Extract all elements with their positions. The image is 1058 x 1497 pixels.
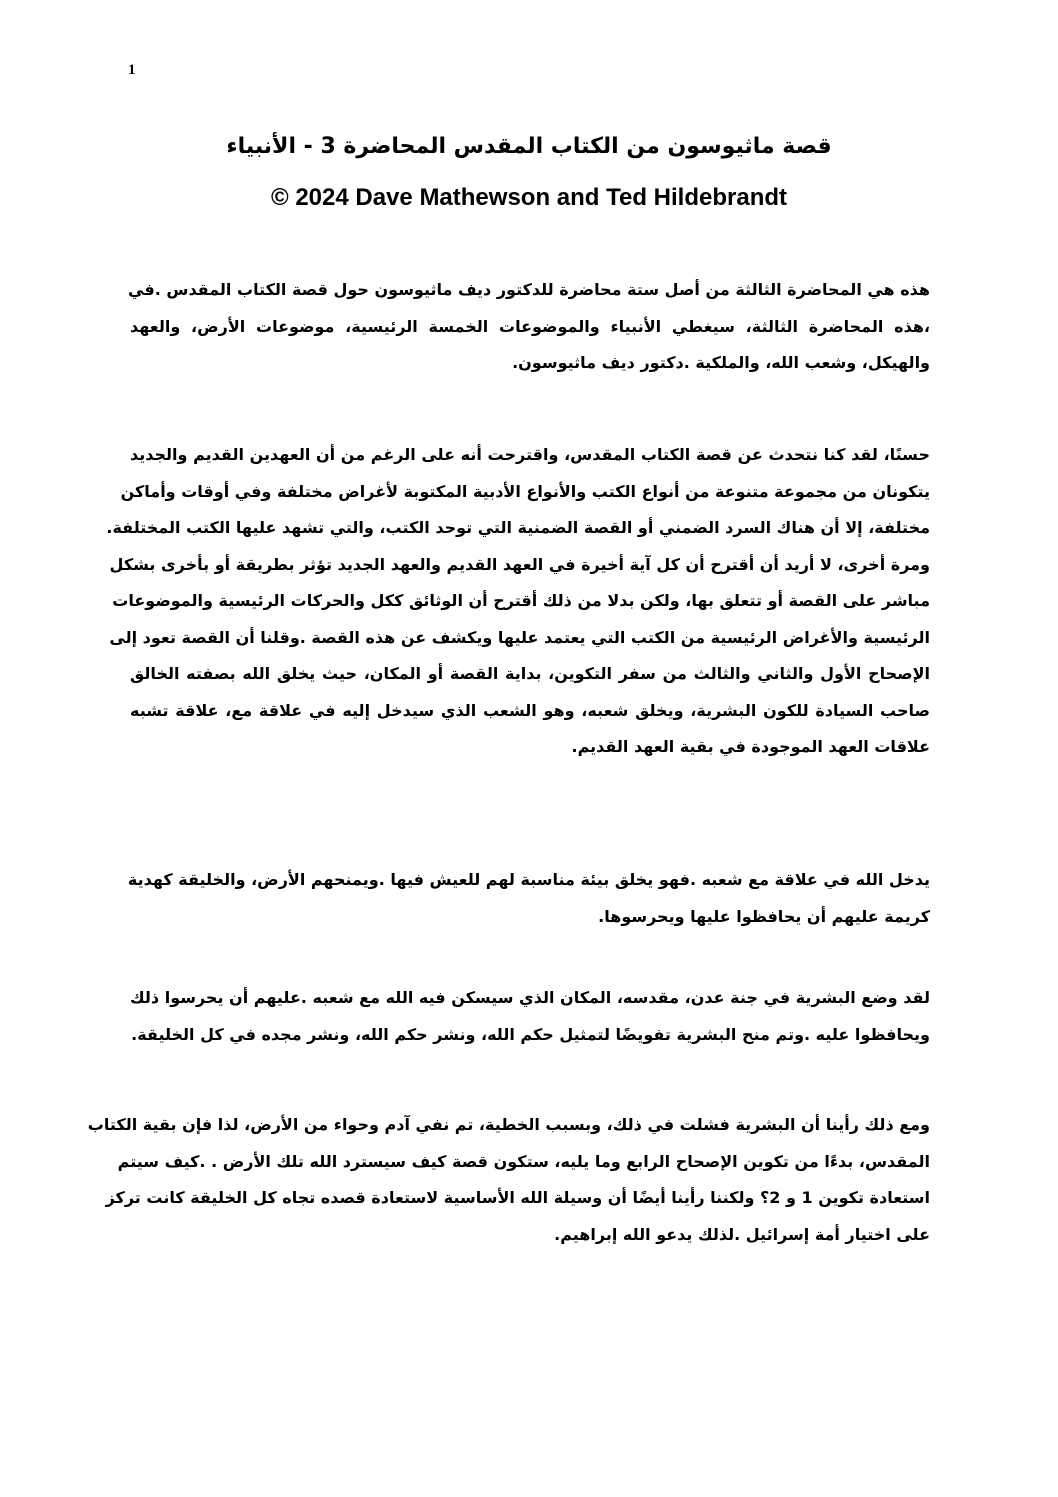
copyright-line: © 2024 Dave Mathewson and Ted Hildebrandt bbox=[270, 184, 788, 211]
text-line: كريمة عليهم أن يحافظوا عليها ويحرسوها. bbox=[598, 906, 930, 926]
paragraph-1 bbox=[130, 272, 930, 382]
text-line: مختلفة، إلا أن هناك السرد الضمني أو القصة الضمنية التي توحد الكتب، والتي تشهد عليها الكتب المختلفة. bbox=[106, 518, 930, 537]
text-line: ومع ذلك رأينا أن البشرية فشلت في ذلك، وبسبب الخطية، تم نفي آدم وحواء من الأرض، لذا فإن بقية الكتاب bbox=[87, 1115, 930, 1134]
text-line: يدخل الله في علاقة مع شعبه .فهو يخلق بيئة مناسبة لهم للعيش فيها .ويمنحهم الأرض، والخليقة كهدية bbox=[127, 870, 930, 889]
text-line: والهيكل، وشعب الله، والملكية .دكتور ديف ماثيوسون. bbox=[512, 353, 930, 372]
document-title: قصة ماثيوسون من الكتاب المقدس المحاضرة 3 - الأنبياء bbox=[226, 134, 832, 159]
text-line: علاقات العهد الموجودة في بقية العهد القديم. bbox=[571, 737, 930, 756]
text-line: ومرة أخرى، لا أريد أن أقترح أن كل آية أخيرة في العهد القديم والعهد الجديد تؤثر بطريقة أو بأخرى بشكل bbox=[109, 554, 930, 574]
text-line: حسنًا، لقد كنا نتحدث عن قصة الكتاب المقدس، واقترحت أنه على الرغم من أن العهدين القديم والجديد bbox=[130, 445, 930, 464]
paragraph-3 bbox=[127, 862, 930, 935]
text-line: يتكونان من مجموعة متنوعة من أنواع الكتب والأنواع الأدبية المكتوبة لأغراض مختلفة وفي أوقات وأماكن bbox=[120, 481, 930, 501]
paragraph-5 bbox=[87, 1107, 930, 1253]
text-line: هذه هي المحاضرة الثالثة من أصل ستة محاضرة للدكتور ديف ماثيوسون حول قصة الكتاب المقدس .في bbox=[128, 280, 930, 299]
text-line: لقد وضع البشرية في جنة عدن، مقدسه، المكان الذي سيسكن فيه الله مع شعبه .عليهم أن يحرسوا ذلك bbox=[130, 988, 930, 1007]
text-line: المقدس، بدءًا من تكوين الإصحاح الرابع وما يليه، ستكون قصة كيف سيسترد الله تلك الأرض . .كيف سيتم bbox=[117, 1151, 930, 1171]
text-line: الإصحاح الأول والثاني والثالث من سفر التكوين، بداية القصة أو المكان، حيث يخلق الله بصفته الخالق bbox=[130, 664, 930, 683]
text-line: على اختيار أمة إسرائيل .لذلك يدعو الله إبراهيم. bbox=[554, 1224, 930, 1244]
text-line: ويحافظوا عليه .وتم منح البشرية تفويضًا لتمثيل حكم الله، ونشر حكم الله، ونشر مجده في كل الخليقة. bbox=[131, 1024, 930, 1044]
text-line: صاحب السيادة للكون البشرية، ويخلق شعبه، وهو الشعب الذي سيدخل إليه في علاقة مع، علاقة تشبه bbox=[130, 700, 930, 720]
text-line: ،هذه المحاضرة الثالثة، سيغطي الأنبياء والموضوعات الخمسة الرئيسية، موضوعات الأرض، والعهد bbox=[130, 316, 930, 336]
page-number: 1 bbox=[128, 62, 136, 78]
text-line: استعادة تكوين 1 و 2؟ ولكننا رأينا أيضًا أن وسيلة الله الأساسية لاستعادة قصده تجاه كل الخليقة كانت تركز bbox=[105, 1188, 930, 1207]
text-line: مباشر على القصة أو تتعلق بها، ولكن بدلا من ذلك أقترح أن الوثائق ككل والحركات الرئيسية والموضوعات bbox=[112, 591, 930, 610]
paragraph-2 bbox=[106, 437, 930, 766]
paragraph-4 bbox=[130, 980, 930, 1053]
text-line: الرئيسية والأغراض الرئيسية من الكتب التي يعتمد عليها ويكشف عن هذه القصة .وقلنا أن القصة تعود إلى bbox=[109, 627, 930, 647]
